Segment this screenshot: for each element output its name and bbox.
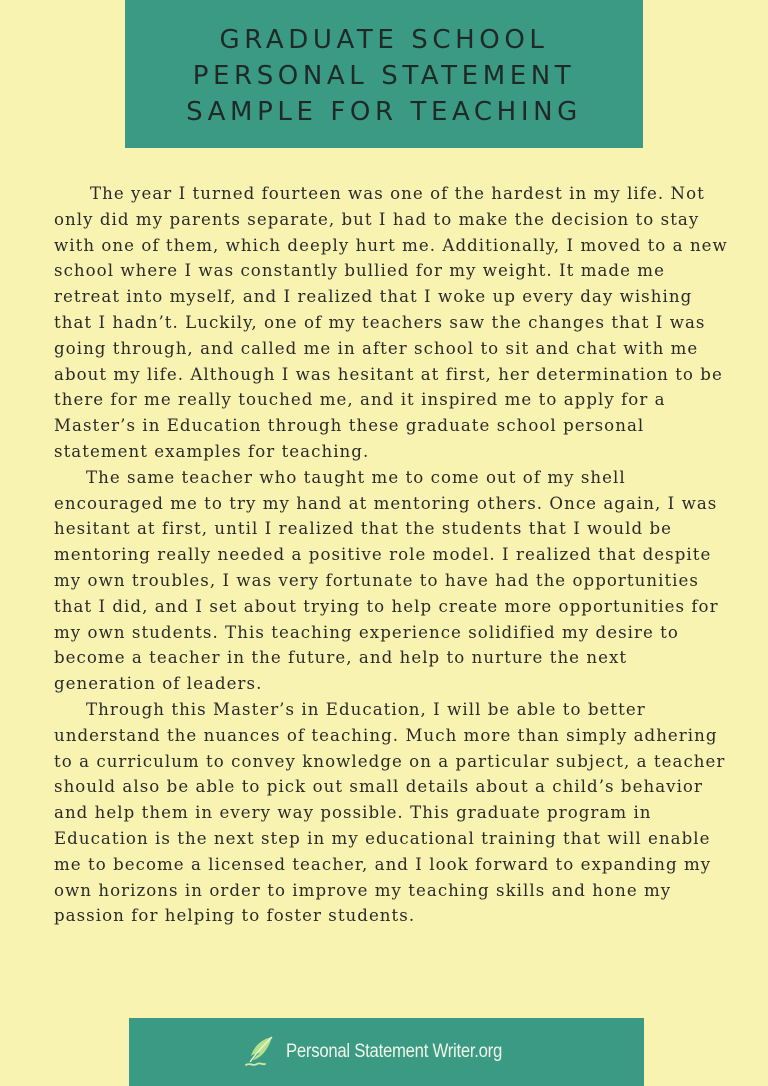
paragraph-2: The same teacher who taught me to come out of my shell encouraged me to try my hand at mentoring others. Once again, I was hesitant at first, until I realized that the students that I would be mentoring really needed a positive role model. I realized that despite my own troubles, I was very fortunate to have had the opportunities that I did, and I set about trying to help create more opportunities for my own students. This teaching experience solidified my desire to become a teacher in the future, and help to nurture the next generation of leaders.: [54, 467, 719, 694]
statement-body: [54, 181, 730, 929]
title-banner: [125, 0, 643, 148]
page-title-line-1: GRADUATE SCHOOL: [219, 25, 549, 55]
page-title-line-3: SAMPLE FOR TEACHING: [186, 97, 582, 127]
page-title-line-2: PERSONAL STATEMENT: [192, 61, 576, 91]
paragraph-3: Through this Master’s in Education, I will be able to better understand the nuances of teaching. Much more than simply adhering to a curriculum to convey knowledge on a particular subject, a teacher should also be able to pick out small details about a child’s behavior and help them in every way possible. This graduate program in Education is the next step in my educational training that will enable me to become a licensed teacher, and I look forward to expanding my own horizons in order to improve my teaching skills and hone my passion for helping to foster students.: [54, 699, 726, 926]
brand-name: Personal Statement Writer.org: [285, 1041, 502, 1062]
footer-banner[interactable]: [129, 1018, 644, 1086]
feather-quill-icon: [242, 1034, 278, 1070]
brand-logo[interactable]: [242, 1034, 531, 1070]
paragraph-1: The year I turned fourteen was one of the hardest in my life. Not only did my parents separate, but I had to make the decision to stay with one of them, which deeply hurt me. Additionally, I moved to a new school where I was constantly bullied for my weight. It made me retreat into myself, and I realized that I woke up every day wishing that I hadn’t. Luckily, one of my teachers saw the changes that I was going through, and called me in after school to sit and chat with me about my life. Although I was hesitant at first, her determination to be there for me really touched me, and it inspired me to apply for a Master’s in Education through these graduate school personal statement examples for teaching.: [54, 184, 728, 461]
